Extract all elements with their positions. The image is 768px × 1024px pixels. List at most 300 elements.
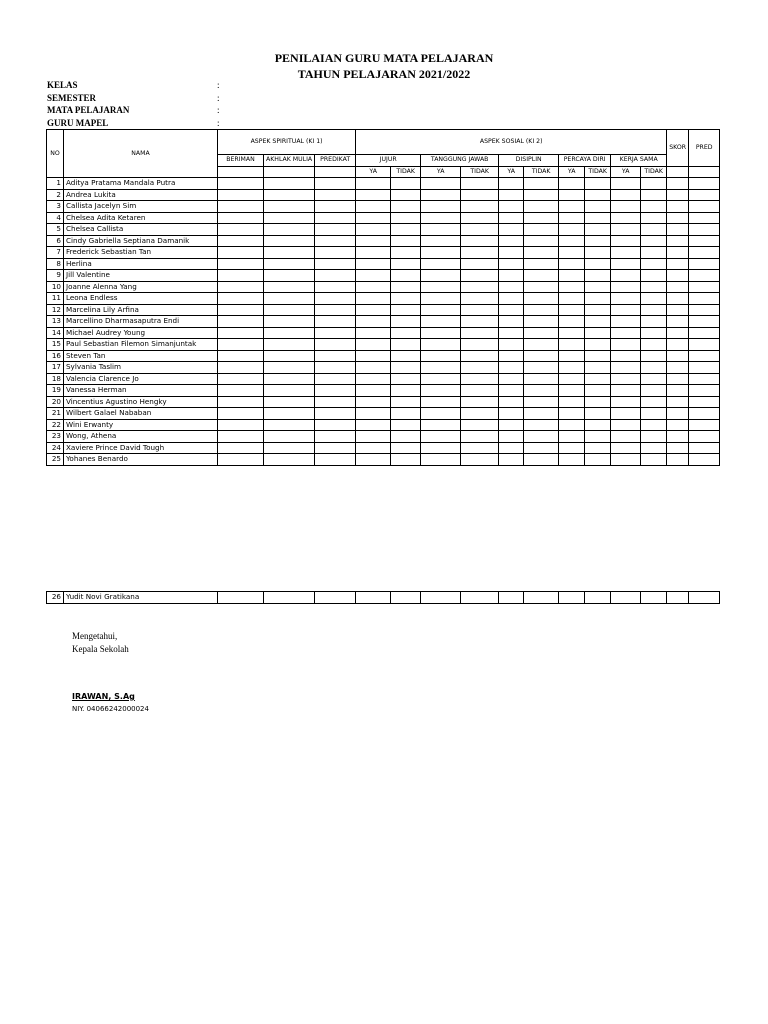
score-cell[interactable]	[315, 442, 356, 454]
score-cell[interactable]	[559, 316, 585, 328]
score-cell[interactable]	[689, 442, 720, 454]
score-cell[interactable]	[641, 201, 667, 213]
score-cell[interactable]	[264, 270, 315, 282]
score-cell[interactable]	[356, 189, 391, 201]
score-cell[interactable]	[641, 419, 667, 431]
score-cell[interactable]	[689, 212, 720, 224]
score-cell[interactable]	[611, 454, 641, 466]
score-cell[interactable]	[689, 224, 720, 236]
score-cell[interactable]	[524, 327, 559, 339]
score-cell[interactable]	[461, 396, 499, 408]
score-cell[interactable]	[559, 235, 585, 247]
score-cell[interactable]	[421, 281, 461, 293]
score-cell[interactable]	[391, 431, 421, 443]
score-cell[interactable]	[264, 178, 315, 190]
score-cell[interactable]	[421, 396, 461, 408]
score-cell[interactable]	[421, 327, 461, 339]
score-cell[interactable]	[315, 396, 356, 408]
score-cell[interactable]	[611, 431, 641, 443]
score-cell[interactable]	[559, 281, 585, 293]
score-cell[interactable]	[356, 201, 391, 213]
score-cell[interactable]	[641, 327, 667, 339]
score-cell[interactable]	[667, 178, 689, 190]
score-cell[interactable]	[524, 178, 559, 190]
score-cell[interactable]	[356, 419, 391, 431]
score-cell[interactable]	[611, 362, 641, 374]
score-cell[interactable]	[611, 592, 641, 604]
score-cell[interactable]	[461, 350, 499, 362]
score-cell[interactable]	[689, 189, 720, 201]
score-cell[interactable]	[689, 327, 720, 339]
score-cell[interactable]	[585, 419, 611, 431]
score-cell[interactable]	[461, 454, 499, 466]
score-cell[interactable]	[585, 442, 611, 454]
score-cell[interactable]	[585, 350, 611, 362]
score-cell[interactable]	[689, 408, 720, 420]
score-cell[interactable]	[264, 224, 315, 236]
score-cell[interactable]	[218, 327, 264, 339]
score-cell[interactable]	[315, 385, 356, 397]
score-cell[interactable]	[391, 304, 421, 316]
score-cell[interactable]	[689, 339, 720, 351]
score-cell[interactable]	[356, 293, 391, 305]
score-cell[interactable]	[264, 316, 315, 328]
score-cell[interactable]	[689, 454, 720, 466]
score-cell[interactable]	[461, 224, 499, 236]
score-cell[interactable]	[559, 304, 585, 316]
score-cell[interactable]	[667, 316, 689, 328]
score-cell[interactable]	[421, 224, 461, 236]
score-cell[interactable]	[356, 362, 391, 374]
score-cell[interactable]	[218, 212, 264, 224]
score-cell[interactable]	[461, 201, 499, 213]
score-cell[interactable]	[641, 258, 667, 270]
score-cell[interactable]	[218, 178, 264, 190]
score-cell[interactable]	[499, 362, 524, 374]
score-cell[interactable]	[611, 304, 641, 316]
score-cell[interactable]	[421, 304, 461, 316]
score-cell[interactable]	[499, 316, 524, 328]
score-cell[interactable]	[356, 385, 391, 397]
score-cell[interactable]	[641, 178, 667, 190]
score-cell[interactable]	[461, 235, 499, 247]
score-cell[interactable]	[356, 350, 391, 362]
score-cell[interactable]	[391, 178, 421, 190]
score-cell[interactable]	[641, 235, 667, 247]
score-cell[interactable]	[667, 408, 689, 420]
score-cell[interactable]	[611, 270, 641, 282]
score-cell[interactable]	[559, 189, 585, 201]
score-cell[interactable]	[667, 212, 689, 224]
score-cell[interactable]	[461, 258, 499, 270]
score-cell[interactable]	[524, 385, 559, 397]
score-cell[interactable]	[461, 178, 499, 190]
score-cell[interactable]	[218, 385, 264, 397]
score-cell[interactable]	[611, 258, 641, 270]
score-cell[interactable]	[524, 281, 559, 293]
score-cell[interactable]	[499, 385, 524, 397]
score-cell[interactable]	[689, 304, 720, 316]
score-cell[interactable]	[218, 247, 264, 259]
score-cell[interactable]	[641, 431, 667, 443]
score-cell[interactable]	[421, 212, 461, 224]
score-cell[interactable]	[218, 454, 264, 466]
score-cell[interactable]	[356, 178, 391, 190]
score-cell[interactable]	[421, 419, 461, 431]
score-cell[interactable]	[689, 270, 720, 282]
score-cell[interactable]	[641, 362, 667, 374]
score-cell[interactable]	[499, 339, 524, 351]
score-cell[interactable]	[315, 327, 356, 339]
score-cell[interactable]	[461, 304, 499, 316]
score-cell[interactable]	[218, 431, 264, 443]
score-cell[interactable]	[524, 270, 559, 282]
score-cell[interactable]	[264, 454, 315, 466]
score-cell[interactable]	[218, 442, 264, 454]
score-cell[interactable]	[461, 442, 499, 454]
score-cell[interactable]	[356, 431, 391, 443]
score-cell[interactable]	[611, 178, 641, 190]
score-cell[interactable]	[264, 339, 315, 351]
score-cell[interactable]	[611, 281, 641, 293]
score-cell[interactable]	[218, 350, 264, 362]
score-cell[interactable]	[585, 385, 611, 397]
score-cell[interactable]	[391, 592, 421, 604]
score-cell[interactable]	[461, 362, 499, 374]
score-cell[interactable]	[559, 293, 585, 305]
score-cell[interactable]	[641, 339, 667, 351]
score-cell[interactable]	[667, 373, 689, 385]
score-cell[interactable]	[667, 224, 689, 236]
score-cell[interactable]	[264, 362, 315, 374]
score-cell[interactable]	[315, 419, 356, 431]
score-cell[interactable]	[559, 362, 585, 374]
score-cell[interactable]	[315, 408, 356, 420]
score-cell[interactable]	[499, 178, 524, 190]
score-cell[interactable]	[641, 281, 667, 293]
score-cell[interactable]	[641, 224, 667, 236]
score-cell[interactable]	[264, 293, 315, 305]
score-cell[interactable]	[391, 316, 421, 328]
score-cell[interactable]	[499, 373, 524, 385]
score-cell[interactable]	[218, 316, 264, 328]
score-cell[interactable]	[356, 212, 391, 224]
score-cell[interactable]	[421, 235, 461, 247]
score-cell[interactable]	[611, 316, 641, 328]
score-cell[interactable]	[264, 189, 315, 201]
score-cell[interactable]	[641, 350, 667, 362]
score-cell[interactable]	[499, 454, 524, 466]
score-cell[interactable]	[585, 431, 611, 443]
score-cell[interactable]	[559, 454, 585, 466]
score-cell[interactable]	[611, 350, 641, 362]
score-cell[interactable]	[461, 373, 499, 385]
score-cell[interactable]	[611, 373, 641, 385]
score-cell[interactable]	[315, 293, 356, 305]
score-cell[interactable]	[391, 235, 421, 247]
score-cell[interactable]	[667, 270, 689, 282]
score-cell[interactable]	[461, 419, 499, 431]
score-cell[interactable]	[264, 592, 315, 604]
score-cell[interactable]	[391, 419, 421, 431]
score-cell[interactable]	[585, 212, 611, 224]
score-cell[interactable]	[391, 339, 421, 351]
score-cell[interactable]	[218, 373, 264, 385]
score-cell[interactable]	[391, 212, 421, 224]
score-cell[interactable]	[461, 385, 499, 397]
score-cell[interactable]	[641, 316, 667, 328]
score-cell[interactable]	[524, 235, 559, 247]
score-cell[interactable]	[611, 327, 641, 339]
score-cell[interactable]	[641, 408, 667, 420]
score-cell[interactable]	[641, 396, 667, 408]
score-cell[interactable]	[218, 258, 264, 270]
score-cell[interactable]	[499, 189, 524, 201]
score-cell[interactable]	[461, 408, 499, 420]
score-cell[interactable]	[524, 316, 559, 328]
score-cell[interactable]	[559, 327, 585, 339]
score-cell[interactable]	[218, 339, 264, 351]
score-cell[interactable]	[585, 178, 611, 190]
score-cell[interactable]	[524, 247, 559, 259]
score-cell[interactable]	[667, 189, 689, 201]
score-cell[interactable]	[585, 362, 611, 374]
score-cell[interactable]	[585, 373, 611, 385]
score-cell[interactable]	[585, 189, 611, 201]
score-cell[interactable]	[356, 442, 391, 454]
score-cell[interactable]	[559, 431, 585, 443]
score-cell[interactable]	[559, 201, 585, 213]
score-cell[interactable]	[391, 362, 421, 374]
score-cell[interactable]	[264, 408, 315, 420]
score-cell[interactable]	[499, 350, 524, 362]
score-cell[interactable]	[559, 212, 585, 224]
score-cell[interactable]	[585, 304, 611, 316]
score-cell[interactable]	[524, 350, 559, 362]
score-cell[interactable]	[611, 385, 641, 397]
score-cell[interactable]	[315, 224, 356, 236]
score-cell[interactable]	[499, 247, 524, 259]
score-cell[interactable]	[559, 339, 585, 351]
score-cell[interactable]	[667, 235, 689, 247]
score-cell[interactable]	[559, 592, 585, 604]
score-cell[interactable]	[559, 247, 585, 259]
score-cell[interactable]	[611, 293, 641, 305]
score-cell[interactable]	[421, 339, 461, 351]
score-cell[interactable]	[461, 212, 499, 224]
score-cell[interactable]	[391, 189, 421, 201]
score-cell[interactable]	[264, 350, 315, 362]
score-cell[interactable]	[585, 396, 611, 408]
score-cell[interactable]	[264, 373, 315, 385]
score-cell[interactable]	[315, 235, 356, 247]
score-cell[interactable]	[461, 339, 499, 351]
score-cell[interactable]	[499, 592, 524, 604]
score-cell[interactable]	[264, 419, 315, 431]
score-cell[interactable]	[264, 258, 315, 270]
score-cell[interactable]	[315, 316, 356, 328]
score-cell[interactable]	[559, 396, 585, 408]
score-cell[interactable]	[641, 373, 667, 385]
score-cell[interactable]	[524, 373, 559, 385]
score-cell[interactable]	[315, 247, 356, 259]
score-cell[interactable]	[356, 235, 391, 247]
score-cell[interactable]	[499, 281, 524, 293]
score-cell[interactable]	[461, 431, 499, 443]
score-cell[interactable]	[524, 419, 559, 431]
score-cell[interactable]	[585, 339, 611, 351]
score-cell[interactable]	[641, 212, 667, 224]
score-cell[interactable]	[218, 362, 264, 374]
score-cell[interactable]	[641, 189, 667, 201]
score-cell[interactable]	[499, 408, 524, 420]
score-cell[interactable]	[315, 362, 356, 374]
score-cell[interactable]	[461, 189, 499, 201]
score-cell[interactable]	[421, 431, 461, 443]
score-cell[interactable]	[524, 408, 559, 420]
score-cell[interactable]	[667, 396, 689, 408]
score-cell[interactable]	[559, 350, 585, 362]
score-cell[interactable]	[391, 454, 421, 466]
score-cell[interactable]	[461, 270, 499, 282]
score-cell[interactable]	[356, 304, 391, 316]
score-cell[interactable]	[391, 327, 421, 339]
score-cell[interactable]	[421, 350, 461, 362]
score-cell[interactable]	[499, 419, 524, 431]
score-cell[interactable]	[391, 201, 421, 213]
score-cell[interactable]	[585, 247, 611, 259]
score-cell[interactable]	[218, 224, 264, 236]
score-cell[interactable]	[264, 304, 315, 316]
score-cell[interactable]	[218, 270, 264, 282]
score-cell[interactable]	[391, 258, 421, 270]
score-cell[interactable]	[641, 385, 667, 397]
score-cell[interactable]	[524, 293, 559, 305]
score-cell[interactable]	[524, 189, 559, 201]
score-cell[interactable]	[264, 431, 315, 443]
score-cell[interactable]	[611, 212, 641, 224]
score-cell[interactable]	[391, 293, 421, 305]
score-cell[interactable]	[421, 408, 461, 420]
score-cell[interactable]	[391, 247, 421, 259]
score-cell[interactable]	[421, 201, 461, 213]
score-cell[interactable]	[461, 316, 499, 328]
score-cell[interactable]	[421, 592, 461, 604]
score-cell[interactable]	[356, 327, 391, 339]
score-cell[interactable]	[421, 362, 461, 374]
score-cell[interactable]	[461, 293, 499, 305]
score-cell[interactable]	[585, 293, 611, 305]
score-cell[interactable]	[356, 339, 391, 351]
score-cell[interactable]	[611, 442, 641, 454]
score-cell[interactable]	[689, 419, 720, 431]
score-cell[interactable]	[611, 224, 641, 236]
score-cell[interactable]	[667, 592, 689, 604]
score-cell[interactable]	[356, 316, 391, 328]
score-cell[interactable]	[499, 431, 524, 443]
score-cell[interactable]	[264, 442, 315, 454]
score-cell[interactable]	[264, 212, 315, 224]
score-cell[interactable]	[689, 396, 720, 408]
score-cell[interactable]	[667, 419, 689, 431]
score-cell[interactable]	[391, 373, 421, 385]
score-cell[interactable]	[524, 362, 559, 374]
score-cell[interactable]	[667, 304, 689, 316]
score-cell[interactable]	[689, 178, 720, 190]
score-cell[interactable]	[315, 454, 356, 466]
score-cell[interactable]	[689, 281, 720, 293]
score-cell[interactable]	[559, 419, 585, 431]
score-cell[interactable]	[315, 189, 356, 201]
score-cell[interactable]	[667, 454, 689, 466]
score-cell[interactable]	[524, 224, 559, 236]
score-cell[interactable]	[559, 373, 585, 385]
score-cell[interactable]	[667, 350, 689, 362]
score-cell[interactable]	[421, 373, 461, 385]
score-cell[interactable]	[559, 224, 585, 236]
score-cell[interactable]	[524, 396, 559, 408]
score-cell[interactable]	[611, 201, 641, 213]
score-cell[interactable]	[499, 201, 524, 213]
score-cell[interactable]	[356, 592, 391, 604]
score-cell[interactable]	[585, 235, 611, 247]
score-cell[interactable]	[585, 201, 611, 213]
score-cell[interactable]	[218, 592, 264, 604]
score-cell[interactable]	[689, 373, 720, 385]
score-cell[interactable]	[315, 270, 356, 282]
score-cell[interactable]	[689, 258, 720, 270]
score-cell[interactable]	[391, 281, 421, 293]
score-cell[interactable]	[689, 350, 720, 362]
score-cell[interactable]	[218, 408, 264, 420]
score-cell[interactable]	[524, 304, 559, 316]
score-cell[interactable]	[356, 396, 391, 408]
score-cell[interactable]	[356, 281, 391, 293]
score-cell[interactable]	[667, 385, 689, 397]
score-cell[interactable]	[611, 408, 641, 420]
score-cell[interactable]	[559, 270, 585, 282]
score-cell[interactable]	[499, 396, 524, 408]
score-cell[interactable]	[667, 293, 689, 305]
score-cell[interactable]	[356, 454, 391, 466]
score-cell[interactable]	[421, 385, 461, 397]
score-cell[interactable]	[641, 293, 667, 305]
score-cell[interactable]	[641, 454, 667, 466]
score-cell[interactable]	[641, 270, 667, 282]
score-cell[interactable]	[356, 373, 391, 385]
score-cell[interactable]	[689, 293, 720, 305]
score-cell[interactable]	[611, 247, 641, 259]
score-cell[interactable]	[524, 212, 559, 224]
score-cell[interactable]	[641, 442, 667, 454]
score-cell[interactable]	[641, 247, 667, 259]
score-cell[interactable]	[315, 281, 356, 293]
score-cell[interactable]	[461, 592, 499, 604]
score-cell[interactable]	[499, 212, 524, 224]
score-cell[interactable]	[667, 442, 689, 454]
score-cell[interactable]	[611, 189, 641, 201]
score-cell[interactable]	[421, 270, 461, 282]
score-cell[interactable]	[421, 442, 461, 454]
score-cell[interactable]	[499, 293, 524, 305]
score-cell[interactable]	[524, 454, 559, 466]
score-cell[interactable]	[218, 396, 264, 408]
score-cell[interactable]	[559, 258, 585, 270]
score-cell[interactable]	[611, 339, 641, 351]
score-cell[interactable]	[641, 592, 667, 604]
score-cell[interactable]	[315, 373, 356, 385]
score-cell[interactable]	[315, 350, 356, 362]
